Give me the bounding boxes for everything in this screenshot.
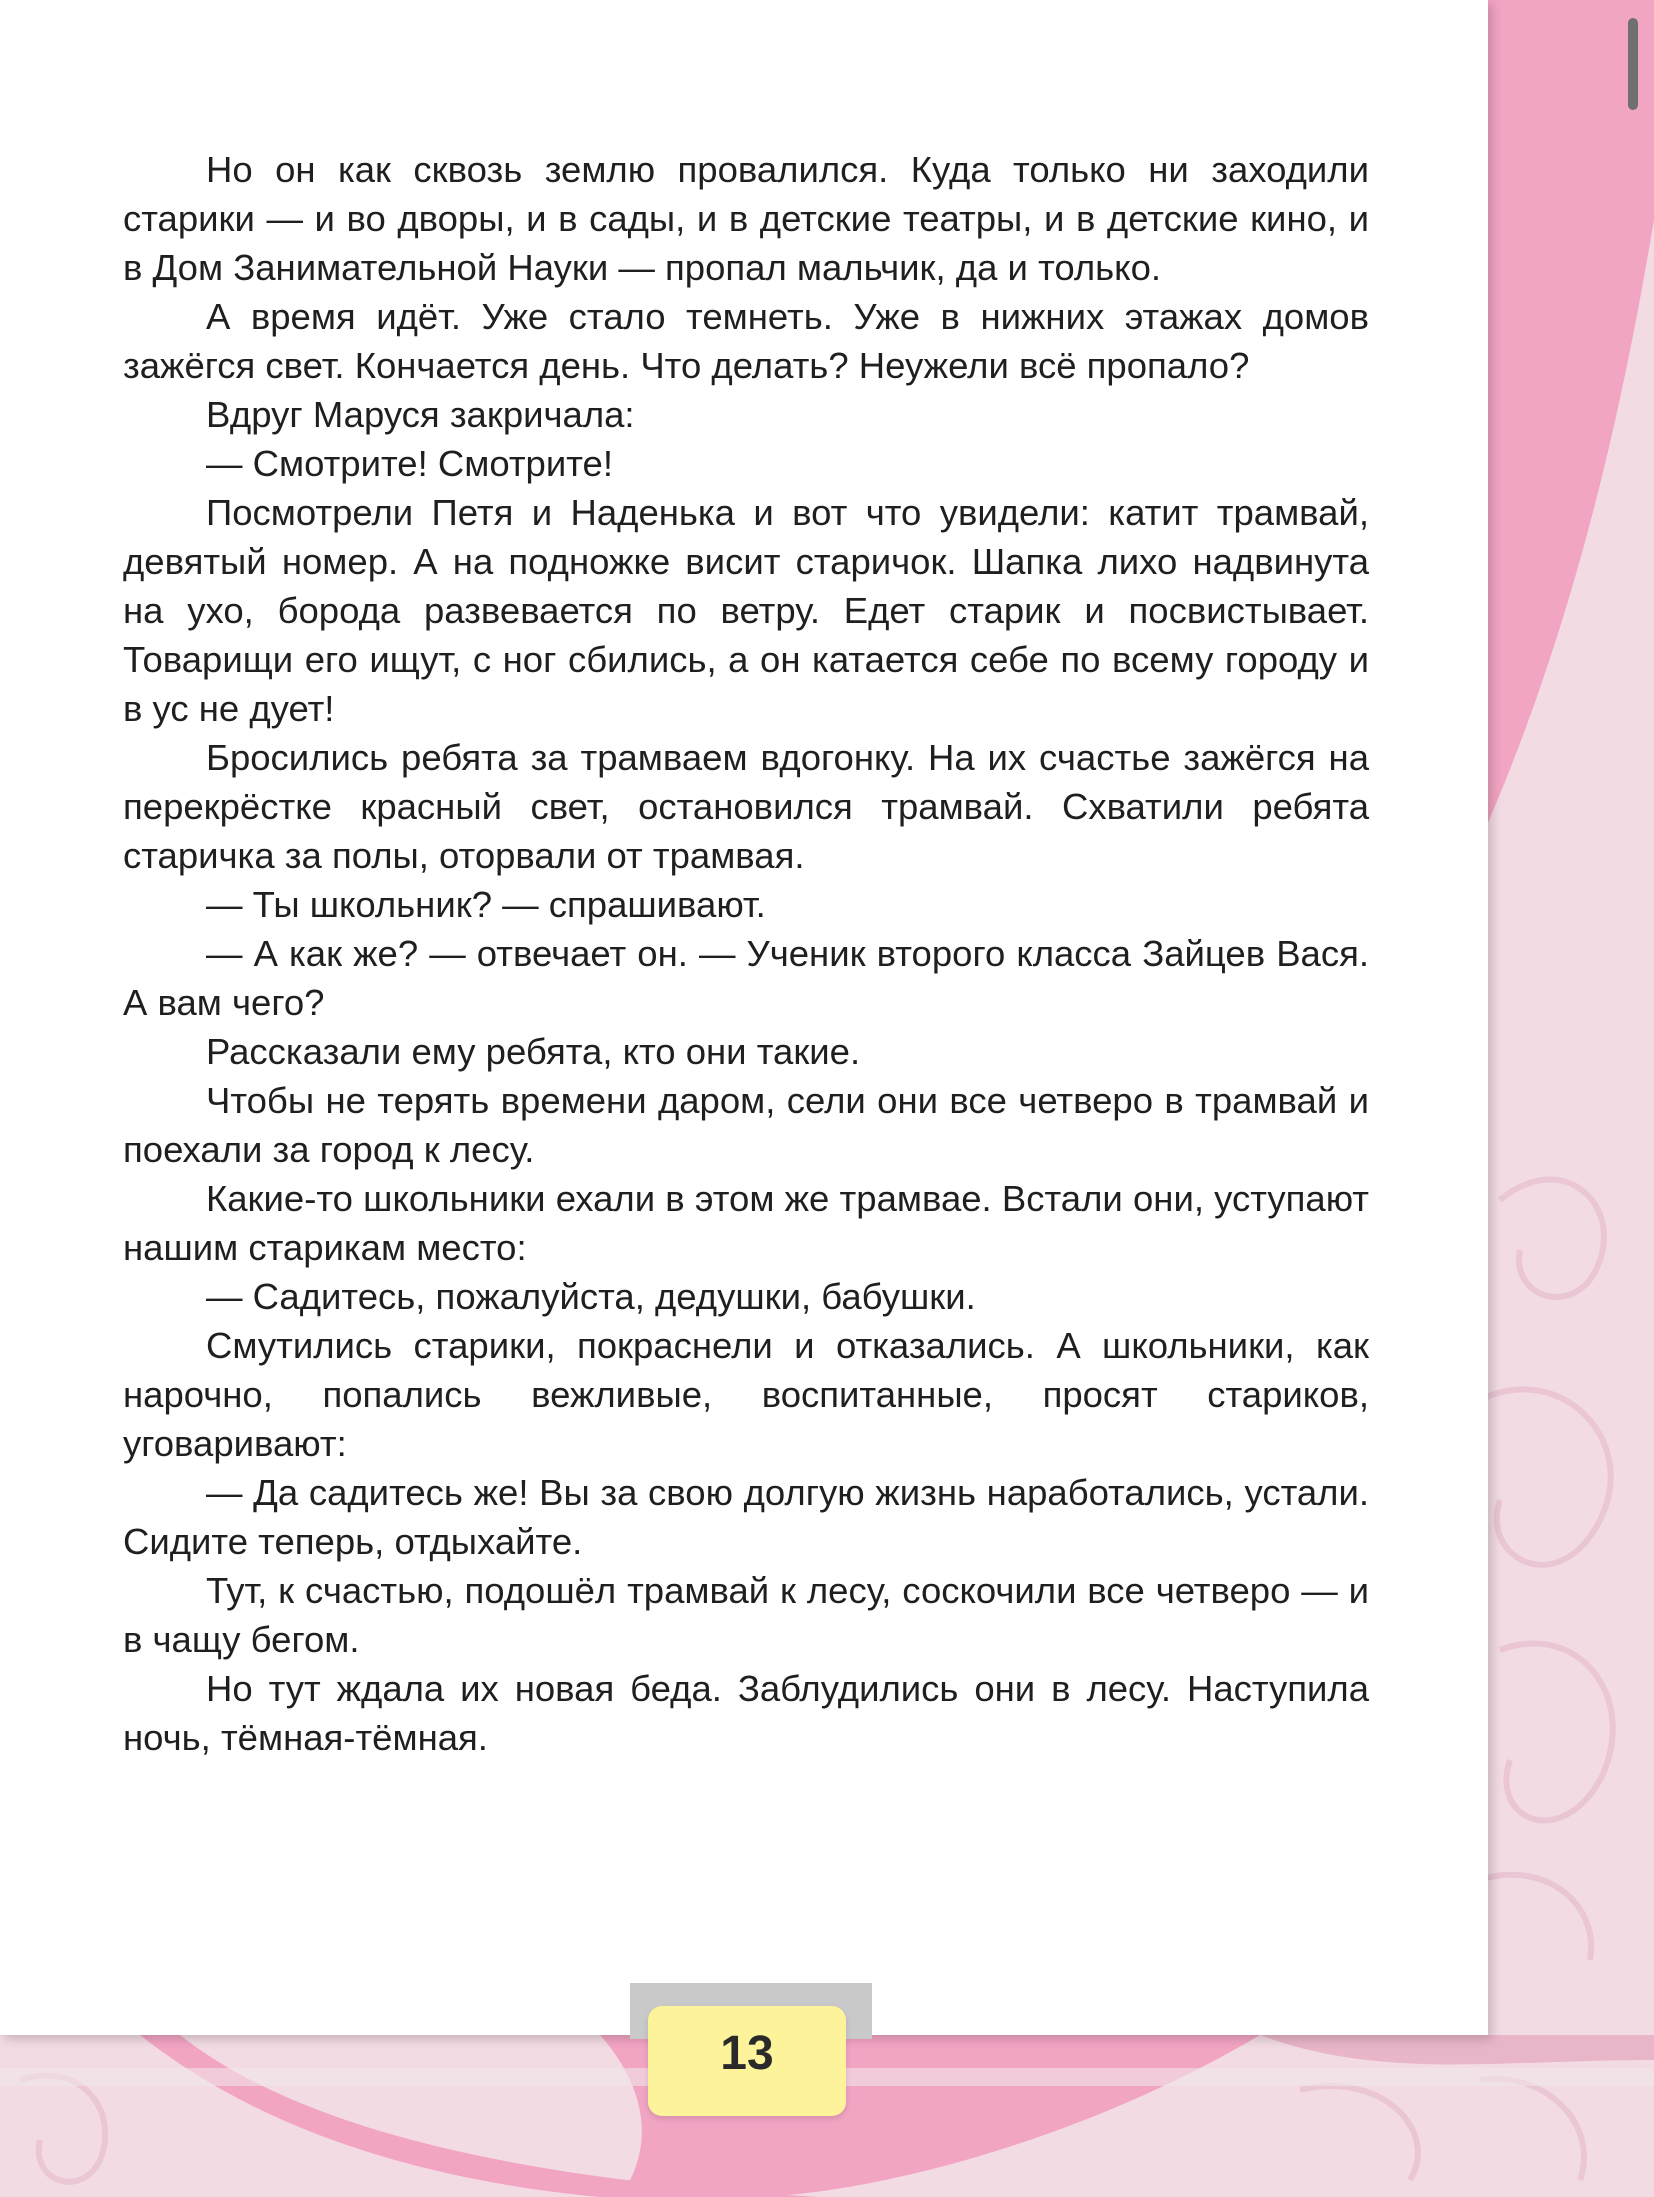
paragraph: Тут, к счастью, подошёл трамвай к лесу, соскочили все четверо — и в чащу бегом.: [123, 1570, 1369, 1660]
paragraph: Какие-то школьники ехали в этом же трамвае. Встали они, уступают нашим старикам место:: [123, 1178, 1369, 1268]
paragraph: — Да садитесь же! Вы за свою долгую жизнь наработались, устали. Сидите теперь, отдыхайте.: [123, 1472, 1369, 1562]
paragraph: Смутились старики, покраснели и отказались. А школьники, как нарочно, попались вежливые, воспитанные, просят стариков, уговаривают:: [123, 1325, 1369, 1464]
paragraph: — А как же? — отвечает он. — Ученик второго класса Зайцев Вася. А вам чего?: [123, 933, 1369, 1023]
paragraph: — Смотрите! Смотрите!: [206, 443, 613, 484]
scrollbar-thumb[interactable]: [1628, 18, 1638, 110]
paragraph: Бросились ребята за трамваем вдогонку. На их счастье зажёгся на перекрёстке красный свет, остановился трамвай. Схватили ребята старичка за полы, оторвали от трамвая.: [123, 737, 1369, 876]
paragraph: — Садитесь, пожалуйста, дедушки, бабушки.: [206, 1276, 976, 1317]
story-text: [123, 145, 1369, 1762]
paragraph: А время идёт. Уже стало темнеть. Уже в нижних этажах домов зажёгся свет. Кончается день. Что делать? Неужели всё пропало?: [123, 296, 1369, 386]
page-number: 13: [648, 2006, 846, 2116]
paragraph: Чтобы не терять времени даром, сели они все четверо в трамвай и поехали за город к лесу.: [123, 1080, 1369, 1170]
paragraph: Но он как сквозь землю провалился. Куда только ни заходили старики — и во дворы, и в сады, и в детские театры, и в детские кино, и в Дом Занимательной Науки — пропал мальчик, да и только.: [123, 149, 1369, 288]
paragraph: Вдруг Маруся закричала:: [206, 394, 635, 435]
paragraph: Но тут ждала их новая беда. Заблудились они в лесу. Наступила ночь, тёмная-тёмная.: [123, 1668, 1369, 1758]
paragraph: Посмотрели Петя и Наденька и вот что увидели: катит трамвай, девятый номер. А на подножке висит старичок. Шапка лихо надвинута на ухо, борода развевается по ветру. Едет старик и посвистывает. Товарищи его ищут, с ног сбились, а он катается себе по всему городу и в ус не дует!: [123, 492, 1369, 729]
paragraph: — Ты школьник? — спрашивают.: [206, 884, 766, 925]
paragraph: Рассказали ему ребята, кто они такие.: [206, 1031, 861, 1072]
